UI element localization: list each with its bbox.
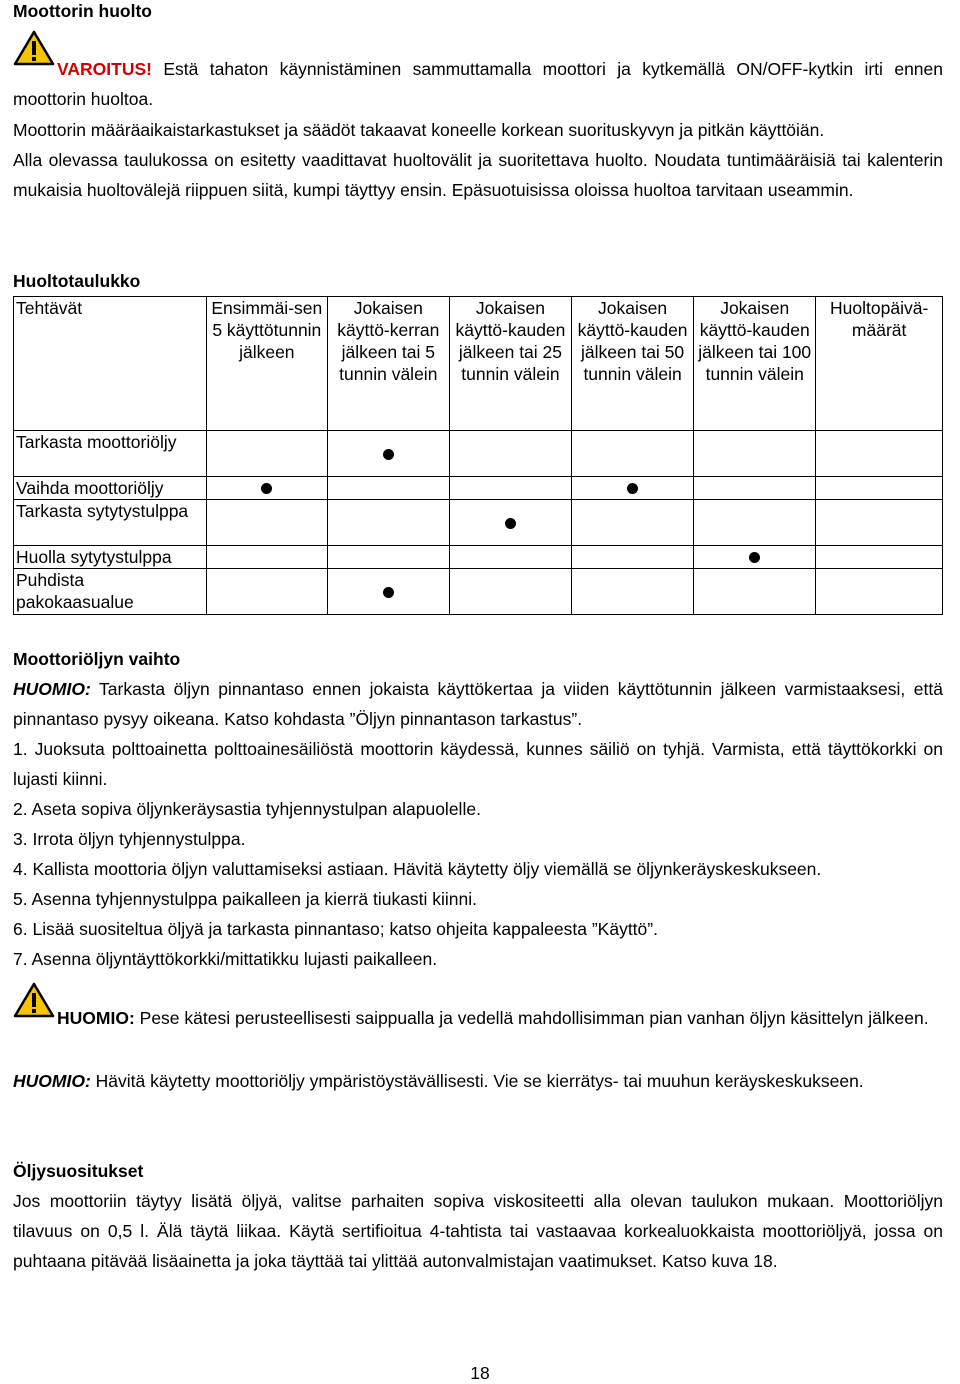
task-cell: Huolla sytytystulppa <box>14 546 207 569</box>
warning-paragraph <box>13 54 943 114</box>
check-dot-icon <box>749 552 760 563</box>
interval-cell <box>694 500 816 546</box>
interval-cell <box>694 477 816 500</box>
interval-cell <box>327 477 449 500</box>
interval-cell <box>816 546 943 569</box>
note-label: HUOMIO: <box>13 679 91 699</box>
table-heading: Huoltotaulukko <box>13 271 141 291</box>
interval-cell <box>327 569 449 615</box>
table-row <box>14 546 943 569</box>
warning-label: VAROITUS! <box>57 59 152 79</box>
interval-cell <box>327 546 449 569</box>
interval-cell <box>694 546 816 569</box>
intro-paragraph-2: Alla olevassa taulukossa on esitetty vaadittavat huoltovälit ja suoritettava huolto. Noudata tuntimääräisiä tai kalenterin mukaisia huoltovälejä riippuen siitä, kumpi täyttyy ensin. Epäsuotuisissa oloissa huoltoa tarvitaan useammin. <box>13 150 943 200</box>
check-dot-icon <box>383 449 394 460</box>
warning-text: Estä tahaton käynnistäminen sammuttamalla moottori ja kytkemällä ON/OFF-kytkin irti ennen moottorin huoltoa. <box>13 59 943 109</box>
interval-cell <box>572 477 694 500</box>
interval-cell <box>449 500 571 546</box>
check-dot-icon <box>261 483 272 494</box>
note2-label: HUOMIO: <box>57 1008 135 1028</box>
note3-text: Hävitä käytetty moottoriöljy ympäristöystävällisesti. Vie se kierrätys- tai muuhun keräyskeskukseen. <box>90 1071 864 1091</box>
note2-text: Pese kätesi perusteellisesti saippualla ja vedellä mahdollisimman pian vanhan öljyn käsittelyn jälkeen. <box>134 1008 929 1028</box>
note-text: Tarkasta öljyn pinnantaso ennen jokaista käyttökertaa ja viiden käyttötunnin jälkeen varmistaaksesi, että pinnantaso pysyy oikeana. Katso kohdasta ”Öljyn pinnantason tarkastus”. <box>13 679 943 729</box>
interval-cell <box>694 431 816 477</box>
interval-cell <box>816 569 943 615</box>
interval-cell <box>816 477 943 500</box>
interval-cell <box>449 431 571 477</box>
oil-change-heading: Moottoriöljyn vaihto <box>13 649 181 669</box>
step-4: 4. Kallista moottoria öljyn valuttamiseksi astiaan. Hävitä käytetty öljy viemällä se öljynkeräyskeskukseen. <box>13 859 822 879</box>
interval-cell <box>327 500 449 546</box>
interval-cell <box>206 569 327 615</box>
table-row <box>14 569 943 615</box>
table-row <box>14 500 943 546</box>
header-100h: Jokaisen käyttö-kauden jälkeen tai 100 tunnin välein <box>694 297 816 431</box>
intro-paragraph-1: Moottorin määräaikaistarkastukset ja säädöt takaavat koneelle korkean suorituskyvyn ja pitkän käyttöiän. <box>13 120 825 140</box>
oil-recommendations-heading: Öljysuositukset <box>13 1161 144 1181</box>
interval-cell <box>327 431 449 477</box>
step-1: 1. Juoksuta polttoainetta polttoainesäiliöstä moottorin käydessä, kunnes säiliö on tyhjä. Varmista, että täyttökorkki on lujasti kiinni. <box>13 739 943 789</box>
header-service-dates: Huoltopäivä-määrät <box>816 297 943 431</box>
header-50h: Jokaisen käyttö-kauden jälkeen tai 50 tunnin välein <box>572 297 694 431</box>
step-6: 6. Lisää suositeltua öljyä ja tarkasta pinnantaso; katso ohjeita kappaleesta ”Käyttö”. <box>13 919 658 939</box>
header-tasks: Tehtävät <box>14 297 207 431</box>
interval-cell <box>449 546 571 569</box>
interval-cell <box>816 500 943 546</box>
interval-cell <box>206 500 327 546</box>
step-3: 3. Irrota öljyn tyhjennystulppa. <box>13 829 246 849</box>
table-header-row <box>14 297 943 431</box>
maintenance-table <box>13 296 943 615</box>
interval-cell <box>206 477 327 500</box>
step-2: 2. Aseta sopiva öljynkeräysastia tyhjennystulpan alapuolelle. <box>13 799 481 819</box>
step-5: 5. Asenna tyhjennystulppa paikalleen ja kierrä tiukasti kiinni. <box>13 889 478 909</box>
header-25h: Jokaisen käyttö-kauden jälkeen tai 25 tunnin välein <box>449 297 571 431</box>
hand-wash-note <box>13 1003 943 1033</box>
step-7: 7. Asenna öljyntäyttökorkki/mittatikku lujasti paikalleen. <box>13 949 438 969</box>
page-number: 18 <box>470 1363 490 1383</box>
oil-change-note <box>13 674 943 734</box>
header-first-5h: Ensimmäi-sen 5 käyttötunnin jälkeen <box>206 297 327 431</box>
check-dot-icon <box>505 518 516 529</box>
note3-label: HUOMIO: <box>13 1071 91 1091</box>
table-row <box>14 477 943 500</box>
check-dot-icon <box>383 587 394 598</box>
interval-cell <box>206 546 327 569</box>
interval-cell <box>449 477 571 500</box>
interval-cell <box>449 569 571 615</box>
task-cell: Tarkasta moottoriöljy <box>14 431 207 477</box>
interval-cell <box>572 569 694 615</box>
interval-cell <box>572 500 694 546</box>
header-each-use: Jokaisen käyttö-kerran jälkeen tai 5 tunnin välein <box>327 297 449 431</box>
task-cell: Tarkasta sytytystulppa <box>14 500 207 546</box>
interval-cell <box>572 431 694 477</box>
oil-recommendations-text: Jos moottoriin täytyy lisätä öljyä, valitse parhaiten sopiva viskositeetti alla olevan taulukon mukaan. Moottoriöljyn tilavuus on 0,5 l. Älä täytä liikaa. Käytä sertifioitua 4-tahtista tai vastaavaa korkealuokkaista moottoriöljyä, jossa on puhtaana pitävää lisäainetta ja joka täyttää tai ylittää autonvalmistajan vaatimukset. Katso kuva 18. <box>13 1191 943 1271</box>
interval-cell <box>694 569 816 615</box>
task-cell: Puhdista pakokaasualue <box>14 569 207 615</box>
task-cell: Vaihda moottoriöljy <box>14 477 207 500</box>
interval-cell <box>572 546 694 569</box>
interval-cell <box>206 431 327 477</box>
interval-cell <box>816 431 943 477</box>
page-title: Moottorin huolto <box>13 1 152 21</box>
table-row <box>14 431 943 477</box>
check-dot-icon <box>627 483 638 494</box>
disposal-note <box>13 1066 943 1096</box>
